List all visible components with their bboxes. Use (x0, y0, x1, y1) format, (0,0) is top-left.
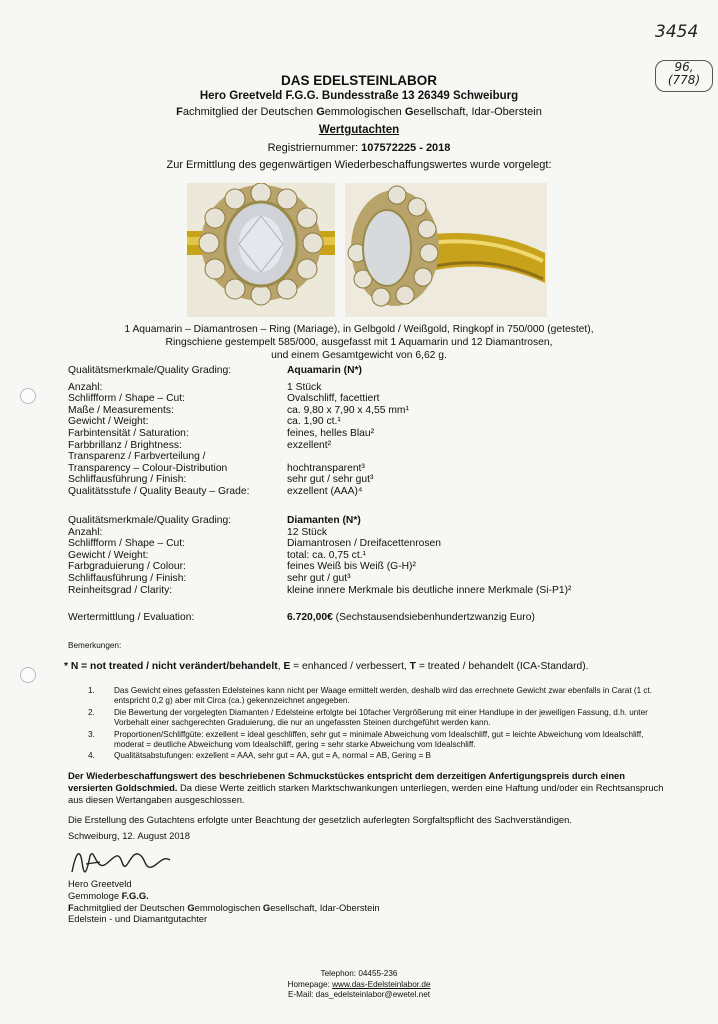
row-value: total: ca. 0,75 ct.¹ (287, 549, 366, 561)
row-value: Aquamarin (N*) (287, 365, 362, 376)
initial-g: G (262, 901, 271, 913)
note-number: 1. (88, 686, 95, 695)
note-text: Die Bewertung der vorgelegten Diamanten / Edelsteine erfolgte bei 10facher Vergrößerung mit einer Handlupe in der jeweiligen Fassung, d.h. unter Vorbehalt einer sachgerechten Graduierung, die nur an ungefassten Steinen durchgeführt werden kann. (114, 707, 648, 728)
registration-line (0, 142, 718, 154)
bracket-note-bottom: (778) (667, 73, 701, 87)
note-text: Qualitätsabstufungen: exzellent = AAA, sehr gut = AA, gut = A, normal = AB, Gering = B (114, 751, 432, 761)
row-label: Anzahl: (68, 381, 103, 393)
row-value: 1 Stück (287, 381, 322, 393)
row-label: Transparency – Colour-Distribution (68, 462, 228, 474)
description-line: 1 Aquamarin – Diamantrosen – Ring (Mariage), in Gelbgold / Weißgold, Ringkopf in 750/000 (getestet), (124, 324, 594, 335)
text-part: achmitglied der Deutschen (182, 106, 317, 118)
row-label: Qualitätsmerkmale/Quality Grading: (68, 365, 232, 376)
diamonds-grading-table (68, 515, 658, 596)
table-row (68, 486, 658, 498)
contact-footer (0, 969, 718, 1001)
table-row (68, 538, 658, 550)
evaluation-label: Wertermittlung / Evaluation: (68, 612, 195, 623)
table-row (68, 416, 658, 428)
evaluation-row (68, 611, 658, 625)
row-value: exzellent² (287, 439, 332, 451)
text-part: achmitglied der Deutschen (73, 901, 188, 913)
signer-role: Edelstein - und Diamantgutachter (68, 913, 208, 925)
note-number: 3. (88, 729, 95, 739)
lab-address: Hero Greetveld F.G.G. Bundesstraße 13 26349 Schweiburg (199, 90, 519, 102)
row-label: Reinheitsgrad / Clarity: (68, 584, 173, 596)
row-value: sehr gut / sehr gut³ (287, 474, 374, 486)
ring-photo-side (345, 183, 547, 317)
row-value: 12 Stück (287, 526, 328, 538)
text-part: emmologischen (194, 901, 263, 913)
evaluation-words: (Sechstausendsiebenhundertzwanzig Euro) (332, 612, 535, 623)
place-date: Schweiburg, 12. August 2018 (68, 830, 190, 841)
row-value: feines, helles Blau² (287, 427, 375, 439)
list-item (88, 708, 663, 729)
table-row (68, 440, 658, 452)
registration-label: Registriernummer: (267, 142, 362, 154)
evaluation-amount: 6.720,00€ (287, 612, 333, 623)
phone-number: Telephon: 04455-236 (320, 969, 398, 978)
punch-hole (20, 388, 36, 404)
row-label: Maße / Measurements: (68, 404, 174, 416)
ring-side-image (345, 183, 547, 317)
legend-sep: , (277, 661, 284, 672)
diligence-statement: Die Erstellung des Gutachtens erfolgte unter Beachtung der gesetzlich auferlegten Sorgfaltspflicht des Sachverständigen. (68, 814, 572, 825)
title-fgg: F.G.G. (121, 889, 149, 901)
remarks-label: Bemerkungen: (68, 641, 122, 650)
row-label: Qualitätsstufe / Quality Beauty – Grade: (68, 485, 250, 497)
initial-f: F (176, 106, 183, 118)
legend-e: E (283, 661, 291, 672)
row-value: sehr gut / gut³ (287, 572, 351, 584)
signer-title (68, 890, 380, 902)
row-value: ca. 1,90 ct.¹ (287, 416, 341, 428)
row-label: Qualitätsmerkmale/Quality Grading: (68, 515, 232, 526)
table-row (68, 382, 658, 394)
description-line: Ringschiene gestempelt 585/000, ausgefasst mit 1 Aquamarin und 12 Diamantrosen, (165, 337, 553, 348)
table-row (68, 561, 658, 573)
list-item (88, 686, 663, 707)
liability-statement (68, 770, 668, 806)
aquamarine-grading-table (68, 365, 658, 498)
signer-name: Hero Greetveld (68, 878, 132, 889)
table-row (68, 451, 658, 463)
description-line: und einem Gesamtgewicht von 6,62 g. (271, 350, 447, 361)
table-row (68, 428, 658, 440)
row-value: hochtransparent³ (287, 462, 365, 474)
table-row (68, 405, 658, 417)
table-row (68, 365, 658, 377)
legend-t-text: = treated / behandelt (ICA-Standard). (415, 661, 589, 672)
treatment-legend (64, 661, 589, 672)
row-label: Farbbrillanz / Brightness: (68, 439, 182, 451)
row-value: kleine innere Merkmale bis deutliche innere Merkmale (Si-P1)² (287, 584, 572, 596)
registration-number: 107572225 - 2018 (361, 142, 451, 154)
bracket-note-top: 96, (674, 60, 694, 74)
text-part: esellschaft, Idar-Oberstein (413, 106, 542, 118)
list-item (88, 751, 663, 761)
lab-title: DAS EDELSTEINLABOR (280, 73, 437, 88)
legend-e-text: = enhanced / verbessert, (290, 661, 410, 672)
lab-membership (0, 106, 718, 118)
signature-block (68, 878, 380, 925)
row-label: Farbgraduierung / Colour: (68, 561, 186, 573)
legend-n: * N = not treated / nicht verändert/behandelt (64, 661, 278, 672)
table-row (68, 573, 658, 585)
item-description (0, 323, 718, 362)
row-label: Gewicht / Weight: (68, 416, 149, 428)
table-row (68, 515, 658, 527)
table-row (68, 463, 658, 475)
email-address[interactable]: E-Mail: das_edelsteinlabor@ewetel.net (287, 990, 431, 1000)
legend-t: T (409, 661, 416, 672)
document-type: Wertgutachten (318, 124, 400, 136)
row-value: ca. 9,80 x 7,90 x 4,55 mm¹ (287, 404, 409, 416)
purpose-line: Zur Ermittlung des gegenwärtigen Wiederbeschaffungswertes wurde vorgelegt: (166, 159, 552, 171)
row-label: Schliffform / Shape – Cut: (68, 393, 185, 405)
note-number: 4. (88, 751, 95, 761)
note-text: Proportionen/Schliffgüte: exzellent = ideal geschliffen, sehr gut = minimale Abweichung vom Idealschliff, gut = leichte Abweichung vom Idealschliff, moderat = deutliche Abweichung vom Idealschliff, gering = sehr starke Abweichung vom Idealschliff. (114, 729, 644, 750)
document-type-wrap (0, 124, 718, 136)
statement-rest: Da diese Werte zeitlich starken Marktschwankungen unterliegen, werden eine Haftung und/oder ein Rechtsanspruch aus diesen Wertangaben ausgeschlossen. (68, 782, 664, 805)
punch-hole (20, 667, 36, 683)
row-label: Transparenz / Farbverteilung / (68, 451, 206, 463)
ring-front-image (187, 183, 335, 317)
initial-f: F (68, 901, 74, 913)
homepage-link[interactable]: www.das-Edelsteinlabor.de (332, 979, 431, 989)
initial-g: G (187, 901, 195, 913)
list-item (88, 730, 663, 751)
note-text: Das Gewicht eines gefassten Edelsteines kann nicht per Waage ermittelt werden, deshalb wird das errechnete Gewicht zwar ebenfalls in Carat (1 ct. entspricht 0,2 g) aber mit Circa (ca.) gekennzeichnet angegeben. (114, 686, 653, 706)
row-label: Anzahl: (68, 526, 103, 538)
table-row (68, 393, 658, 405)
row-label: Farbintensität / Saturation: (68, 427, 189, 439)
row-value: exzellent (AAA)⁴ (287, 485, 363, 497)
statement-bold: Der Wiederbeschaffungswert des beschriebenen Schmuckstückes entspricht dem derzeitigen Anfertigungspreis durch einen versierten Goldschmied. (68, 770, 626, 793)
text-part: esellschaft, Idar-Oberstein (270, 901, 380, 913)
title-text: Gemmologe (68, 889, 122, 901)
table-row (68, 527, 658, 539)
table-row (68, 585, 658, 597)
row-value: Ovalschliff, facettiert (287, 393, 380, 405)
homepage-line (0, 980, 718, 991)
row-label: Schliffausführung / Finish: (68, 474, 187, 486)
homepage-label: Homepage: (287, 979, 333, 989)
row-value: feines Weiß bis Weiß (G-H)² (287, 561, 416, 573)
handwritten-signature (66, 842, 176, 882)
note-number: 2. (88, 707, 95, 717)
row-value: Diamantrosen / Dreifacettenrosen (287, 538, 441, 550)
initial-g: G (404, 106, 414, 118)
table-row (68, 474, 658, 486)
signer-membership (68, 902, 380, 914)
row-label: Schliffform / Shape – Cut: (68, 538, 185, 550)
handwritten-number: 3454 (655, 22, 699, 42)
footnotes-list (88, 686, 663, 763)
row-label: Schliffausführung / Finish: (68, 572, 187, 584)
initial-g: G (316, 106, 325, 118)
row-value: Diamanten (N*) (287, 515, 361, 526)
text-part: emmologischen (324, 106, 405, 118)
table-row (68, 550, 658, 562)
ring-photo-front (187, 183, 335, 317)
row-label: Gewicht / Weight: (68, 549, 149, 561)
